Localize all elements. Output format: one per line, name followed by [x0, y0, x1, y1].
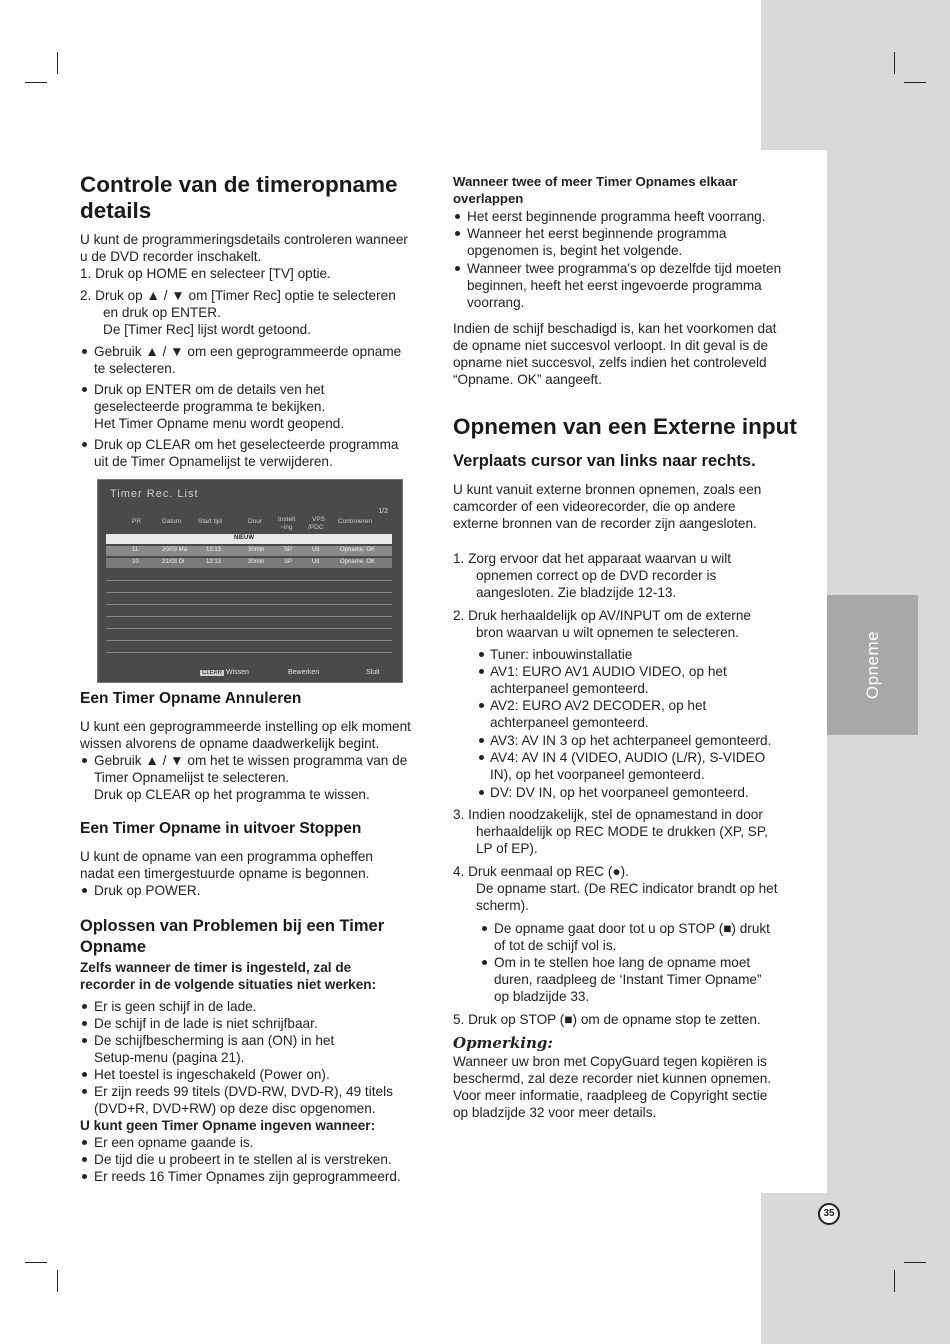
bullet-text: (DVD+R, DVD+RW) op deze disc opgenomen.: [94, 1101, 376, 1116]
bullet: [82, 1140, 87, 1145]
screen-empty-row: [106, 618, 392, 629]
timer-rec-screenshot: [97, 479, 403, 683]
screen-cell: 30min: [248, 547, 265, 553]
intro-text: u de DVD recorder inschakelt.: [80, 249, 262, 264]
step-1: 1. Druk op HOME en selecteer [TV] optie.: [80, 266, 331, 281]
bullet: [82, 442, 87, 447]
note-text: beschermd, zal deze recorder niet kunnen opnemen.: [453, 1071, 772, 1086]
body-text: U kunt de opname van een programma opheffen: [80, 849, 373, 864]
step-3: 3. Indien noodzakelijk, stel de opnamestand in door: [453, 807, 763, 822]
screen-row: [106, 546, 392, 556]
screen-empty-row: [106, 630, 392, 641]
bold-intro: recorder in de volgende situaties niet werken:: [80, 977, 377, 992]
bullet: [82, 1157, 87, 1162]
bullet-text: geselecteerde programma te bekijken.: [94, 399, 326, 414]
bullet-text: Setup-menu (pagina 21).: [94, 1050, 245, 1065]
step-2: 2. Druk op ▲ / ▼ om [Timer Rec] optie te selecteren: [80, 288, 396, 303]
step-5: 5. Druk op STOP (■) om de opname stop te zetten.: [453, 1012, 761, 1027]
overlap-heading: Wanneer twee of meer Timer Opnames elkaar: [453, 174, 738, 189]
bullet-text: De opname gaat door tot u op STOP (■) drukt: [494, 921, 770, 936]
step-2: 2. Druk herhaaldelijk op AV/INPUT om de externe: [453, 608, 751, 623]
screen-cell: 11: [132, 547, 139, 553]
body-text: nadat een timergestuurde opname is begonnen.: [80, 866, 370, 881]
note-text: Voor meer informatie, raadpleeg de Copyright sectie: [453, 1088, 768, 1103]
step-2-cont: De [Timer Rec] lijst wordt getoond.: [103, 322, 312, 337]
bullet-text: De schijf in de lade is niet schrijfbaar.: [94, 1016, 318, 1031]
body-text: camcorder of een videorecorder, die op andere: [453, 499, 736, 514]
bullet: [455, 266, 460, 271]
body-text: opname niet succesvol, zelfs indien het controleveld: [453, 355, 767, 370]
crop-mark: [894, 52, 895, 74]
bullet: [455, 214, 460, 219]
body-text: externe bronnen van de recorder zijn aangesloten.: [453, 516, 757, 531]
crop-mark: [57, 1270, 58, 1292]
subsection-heading-cont: Opname: [80, 938, 147, 956]
screen-cell: Uit: [312, 547, 320, 553]
screen-col-controleren: Controleren: [338, 518, 372, 525]
crop-mark: [25, 1262, 47, 1263]
screen-cell: SP: [284, 559, 293, 565]
input-item: AV4: AV IN 4 (VIDEO, AUDIO (L/R), S-VIDEO: [490, 750, 766, 765]
bullet: [482, 960, 487, 965]
footer-bewerken: Bewerken: [288, 669, 320, 676]
subsection-heading: Een Timer Opname Annuleren: [80, 690, 302, 707]
clear-key: CLEAR: [202, 670, 223, 676]
bullet: [82, 888, 87, 893]
bullet: [479, 703, 484, 708]
input-item: Tuner: inbouwinstallatie: [490, 647, 633, 662]
bullet-text: uit de Timer Opnamelijst te verwijderen.: [94, 454, 333, 469]
subsection-heading: Oplossen van Problemen bij een Timer: [80, 917, 385, 935]
crop-mark: [25, 82, 47, 83]
bullet-text: of tot de schijf vol is.: [494, 938, 617, 953]
bullet: [82, 1089, 87, 1094]
body-text: de opname niet succesvol verloopt. In dit geval is de: [453, 338, 769, 353]
bullet: [455, 231, 460, 236]
input-item: AV1: EURO AV1 AUDIO VIDEO, op het: [490, 664, 727, 679]
step-4: 4. Druk eenmaal op REC (●).: [453, 864, 629, 879]
bullet-text: beginnen, heeft het eerst ingevoerde programma: [467, 278, 762, 293]
note-text: Wanneer uw bron met CopyGuard tegen kopiëren is: [453, 1054, 767, 1069]
intro-text: U kunt de programmeringsdetails controleren wanneer: [80, 232, 408, 247]
page-number: 35: [818, 1203, 840, 1225]
footer-sluit: Sluit: [366, 669, 380, 676]
bullet: [479, 790, 484, 795]
bullet: [482, 926, 487, 931]
screen-cell: Uit: [312, 559, 320, 565]
bullet-text: Druk op CLEAR op het programma te wissen.: [94, 787, 370, 802]
bullet-text: Druk op CLEAR om het geselecteerde programma: [94, 437, 399, 452]
overlap-heading-cont: overlappen: [453, 191, 524, 206]
bullet: [82, 758, 87, 763]
crop-mark: [904, 82, 926, 83]
step-2-cont: bron waarvan u wilt opnemen te selecteren.: [476, 625, 739, 640]
step-4-cont: scherm).: [476, 898, 529, 913]
screen-col-datum: Datum: [162, 518, 182, 525]
screen-cell: Opname. OK: [340, 547, 376, 553]
screen-col-vps: VPS: [312, 516, 326, 523]
bullet-text: Om in te stellen hoe lang de opname moet: [494, 955, 751, 970]
bullet-text: Gebruik ▲ / ▼ om een geprogrammeerde opname: [94, 344, 402, 359]
bullet: [82, 1038, 87, 1043]
input-item-cont: IN), op het voorpaneel gemonteerd.: [490, 767, 705, 782]
bullet-text: Druk op ENTER om de details ven het: [94, 382, 325, 397]
screen-empty-row: [106, 570, 392, 581]
body-text: U kunt vanuit externe bronnen opnemen, zoals een: [453, 482, 762, 497]
screen-empty-row: [106, 582, 392, 593]
bullet: [479, 669, 484, 674]
screen-row: [106, 558, 392, 568]
input-item-cont: achterpaneel gemonteerd.: [490, 681, 649, 696]
body-text: wissen alvorens de opname daadwerkelijk begint.: [80, 736, 380, 751]
footer-wissen: Wissen: [226, 669, 249, 676]
screen-cell: 30min: [248, 559, 265, 565]
bullet-text: Het eerst beginnende programma heeft voorrang.: [467, 209, 766, 224]
screen-empty-row: [106, 606, 392, 617]
page-edge: [761, 150, 827, 1193]
step-1-cont: opnemen correct op de DVD recorder is: [476, 568, 717, 583]
bullet: [82, 1174, 87, 1179]
bullet-text: voorrang.: [467, 295, 525, 310]
crop-mark: [57, 52, 58, 74]
crop-mark: [904, 1262, 926, 1263]
screen-cell: 20/03 Ma: [162, 547, 188, 553]
screen-title: Timer Rec. List: [110, 488, 199, 500]
section-title: Opnemen van een Externe input: [453, 414, 797, 439]
screen-cell: 10: [132, 559, 139, 565]
input-item: AV2: EURO AV2 DECODER, op het: [490, 698, 707, 713]
input-item-cont: achterpaneel gemonteerd.: [490, 715, 649, 730]
screen-col-duur: Duur: [248, 518, 263, 525]
crop-mark: [894, 1270, 895, 1292]
step-3-cont: herhaaldelijk op REC MODE te drukken (XP, SP,: [476, 824, 768, 839]
bullet-text: Wanneer twee programma's op dezelfde tijd moeten: [467, 261, 782, 276]
section-title: Controle van de timeropname: [80, 172, 398, 197]
input-item: AV3: AV IN 3 op het achterpaneel gemonteerd.: [490, 733, 772, 748]
bullet-text: Het Timer Opname menu wordt geopend.: [94, 416, 345, 431]
bullet-text: Gebruik ▲ / ▼ om het te wissen programma van de: [94, 753, 408, 768]
subsection-heading: Een Timer Opname in uitvoer Stoppen: [80, 820, 362, 837]
bullet-text: Er een opname gaande is.: [94, 1135, 254, 1150]
step-1: 1. Zorg ervoor dat het apparaat waarvan u wilt: [453, 551, 732, 566]
screen-col-start: Start tijd: [198, 518, 222, 525]
screen-cell: 21/03 Di: [162, 559, 185, 565]
screen-empty-row: [106, 642, 392, 653]
bullet-text: Het toestel is ingeschakeld (Power on).: [94, 1067, 330, 1082]
bullet-text: op bladzijde 33.: [494, 989, 590, 1004]
screen-col-instell-2: ~ing: [280, 524, 293, 531]
section-title-cont: details: [80, 198, 152, 223]
bullet-text: opgenomen is, begint het volgende.: [467, 243, 683, 258]
input-item: DV: DV IN, op het voorpaneel gemonteerd.: [490, 785, 749, 800]
screen-new-label: NIEUW: [234, 535, 254, 541]
body-text: U kunt een geprogrammeerde instelling op elk moment: [80, 719, 411, 734]
bullet: [82, 1072, 87, 1077]
bullet-text: Druk op POWER.: [94, 883, 201, 898]
bullet-text: duren, raadpleeg de ‘Instant Timer Opname”: [494, 972, 762, 987]
bullet-text: Wanneer het eerst beginnende programma: [467, 226, 727, 241]
bullet: [82, 387, 87, 392]
screen-col-vps-2: /PDC: [308, 524, 324, 531]
bullet-text: De schijfbescherming is aan (ON) in het: [94, 1033, 335, 1048]
bullet: [479, 652, 484, 657]
bullet: [82, 1021, 87, 1026]
screen-page: 1/2: [378, 508, 388, 515]
note-text: op bladzijde 32 voor meer details.: [453, 1105, 657, 1120]
bullet-text: Er is geen schijf in de lade.: [94, 999, 257, 1014]
screen-col-pr: PR: [132, 518, 142, 525]
step-2-cont: en druk op ENTER.: [103, 305, 221, 320]
bullet: [479, 755, 484, 760]
bullet-text: Er reeds 16 Timer Opnames zijn geprogrammeerd.: [94, 1169, 401, 1184]
bullet-text: Timer Opnamelijst te selecteren.: [94, 770, 290, 785]
note-heading: Opmerking:: [453, 1034, 553, 1052]
screen-cell: Opname. OK: [340, 559, 376, 565]
bullet-text: De tijd die u probeert in te stellen al is verstreken.: [94, 1152, 392, 1167]
bullet: [82, 349, 87, 354]
screen-cell: SP: [284, 547, 293, 553]
section-tab: [827, 595, 918, 735]
screen-cell: 12:13: [206, 559, 222, 565]
screen-empty-row: [106, 594, 392, 605]
step-1-cont: aangesloten. Zie bladzijde 12-13.: [476, 585, 677, 600]
screen-col-instell: Instell.: [278, 516, 297, 523]
step-4-cont: De opname start. (De REC indicator brandt op het: [476, 881, 778, 896]
section-tab-label: Opneme: [862, 630, 882, 700]
step-3-cont: LP of EP).: [476, 841, 538, 856]
section-subtitle: Verplaats cursor van links naar rechts.: [453, 452, 756, 470]
bullet: [479, 738, 484, 743]
screen-cell: 12:13: [206, 547, 222, 553]
bullet: [82, 1004, 87, 1009]
bold-intro: U kunt geen Timer Opname ingeven wanneer:: [80, 1118, 376, 1133]
body-text: “Opname. OK” aangeeft.: [453, 372, 602, 387]
bullet-text: Er zijn reeds 99 titels (DVD-RW, DVD-R), 49 titels: [94, 1084, 393, 1099]
screen-row-new: [106, 534, 392, 544]
bullet-text: te selecteren.: [94, 361, 176, 376]
bold-intro: Zelfs wanneer de timer is ingesteld, zal de: [80, 960, 352, 975]
body-text: Indien de schijf beschadigd is, kan het voorkomen dat: [453, 321, 777, 336]
